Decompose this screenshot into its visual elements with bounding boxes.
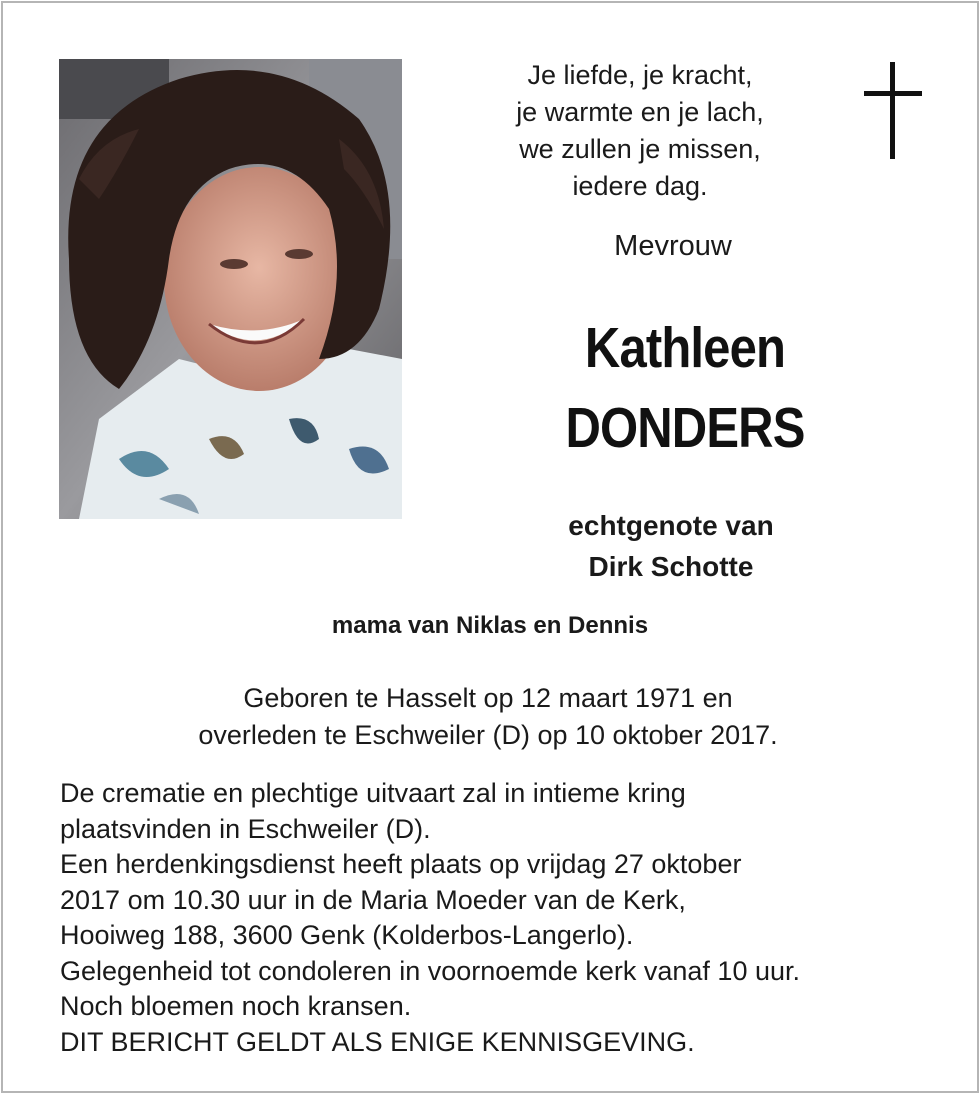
announcement-line: De crematie en plechtige uitvaart zal in intieme kring <box>60 778 686 808</box>
announcement-line: DIT BERICHT GELDT ALS ENIGE KENNISGEVING. <box>60 1026 695 1057</box>
latin-cross-icon <box>864 62 922 159</box>
announcement-line: 2017 om 10.30 uur in de Maria Moeder van de Kerk, <box>60 884 686 915</box>
spouse-name: Dirk Schotte <box>588 551 754 582</box>
poem-line: je warmte en je lach, <box>516 97 764 127</box>
memorial-poem <box>440 57 840 205</box>
announcement-line: Noch bloemen noch kransen. <box>60 991 412 1021</box>
spouse-relation: echtgenote van <box>568 510 774 541</box>
spouse-info <box>500 505 842 587</box>
announcement-line: Een herdenkingsdienst heeft plaats op vrijdag 27 oktober <box>60 849 742 879</box>
poem-line: we zullen je missen, <box>519 134 761 164</box>
poem-line: iedere dag. <box>572 171 708 201</box>
first-name: Kathleen <box>584 316 786 380</box>
portrait-photo <box>59 59 402 519</box>
last-name: DONDERS <box>565 396 805 460</box>
announcement-line: Hooiweg 188, 3600 Genk (Kolderbos-Langerlo). <box>60 920 634 950</box>
honorific-title: Mevrouw <box>614 230 732 262</box>
funeral-announcement <box>60 776 960 1060</box>
children-info: mama van Niklas en Dennis <box>331 612 649 639</box>
poem-line: Je liefde, je kracht, <box>527 60 753 90</box>
deceased-name <box>526 308 844 468</box>
announcement-line: plaatsvinden in Eschweiler (D). <box>60 813 431 844</box>
death-line: overleden te Eschweiler (D) op 10 oktober 2017. <box>198 720 778 750</box>
announcement-line: Gelegenheid tot condoleren in voornoemde kerk vanaf 10 uur. <box>60 955 800 986</box>
birth-line: Geboren te Hasselt op 12 maart 1971 en <box>243 683 733 713</box>
birth-death-dates <box>0 680 976 754</box>
